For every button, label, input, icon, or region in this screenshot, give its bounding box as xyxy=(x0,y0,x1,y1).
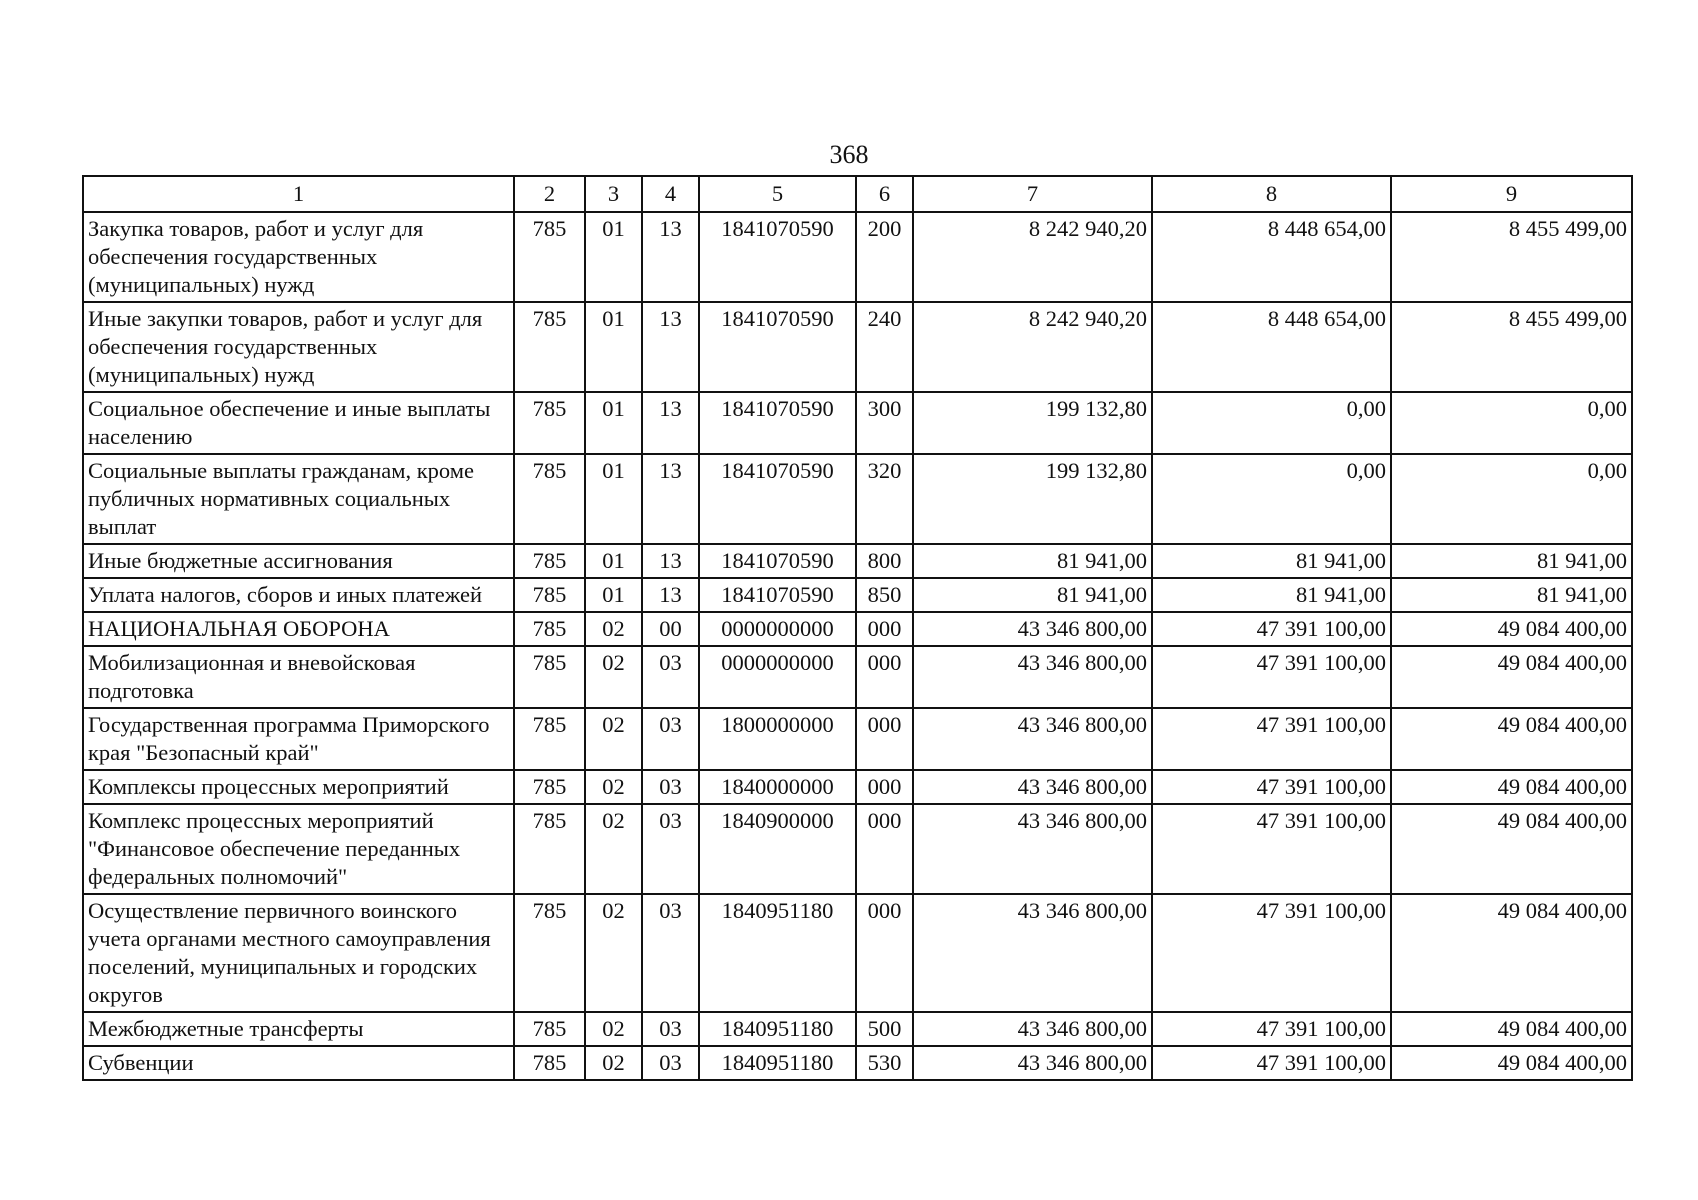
cell-c5: 0000000000 xyxy=(699,612,856,646)
cell-c4: 03 xyxy=(642,1012,699,1046)
table-row xyxy=(83,1046,1632,1080)
cell-c4: 03 xyxy=(642,804,699,894)
cell-c2: 785 xyxy=(514,646,585,708)
cell-c2: 785 xyxy=(514,454,585,544)
cell-c9: 49 084 400,00 xyxy=(1391,1012,1632,1046)
cell-c6: 000 xyxy=(856,894,913,1012)
cell-c4: 03 xyxy=(642,894,699,1012)
cell-c3: 02 xyxy=(585,804,642,894)
cell-c8: 81 941,00 xyxy=(1152,544,1391,578)
cell-c3: 02 xyxy=(585,1046,642,1080)
table-row xyxy=(83,708,1632,770)
cell-c3: 02 xyxy=(585,612,642,646)
cell-c8: 47 391 100,00 xyxy=(1152,1046,1391,1080)
cell-c4: 13 xyxy=(642,212,699,302)
cell-c3: 01 xyxy=(585,454,642,544)
column-header-7: 7 xyxy=(913,176,1152,212)
cell-c3: 01 xyxy=(585,212,642,302)
cell-c8: 47 391 100,00 xyxy=(1152,1012,1391,1046)
cell-c9: 81 941,00 xyxy=(1391,578,1632,612)
cell-c2: 785 xyxy=(514,894,585,1012)
cell-c9: 81 941,00 xyxy=(1391,544,1632,578)
cell-c4: 03 xyxy=(642,708,699,770)
row-name: Социальное обеспечение и иные выплаты населению xyxy=(83,392,514,454)
cell-c5: 1841070590 xyxy=(699,544,856,578)
cell-c2: 785 xyxy=(514,578,585,612)
row-name: Субвенции xyxy=(83,1046,514,1080)
cell-c9: 0,00 xyxy=(1391,392,1632,454)
cell-c9: 49 084 400,00 xyxy=(1391,708,1632,770)
cell-c6: 850 xyxy=(856,578,913,612)
cell-c6: 000 xyxy=(856,708,913,770)
cell-c7: 43 346 800,00 xyxy=(913,612,1152,646)
column-header-3: 3 xyxy=(585,176,642,212)
cell-c2: 785 xyxy=(514,392,585,454)
cell-c7: 199 132,80 xyxy=(913,392,1152,454)
cell-c3: 02 xyxy=(585,894,642,1012)
column-header-1: 1 xyxy=(83,176,514,212)
row-name: Осуществление первичного воинского учета органами местного самоуправления поселений, муниципальных и городских округов xyxy=(83,894,514,1012)
cell-c7: 81 941,00 xyxy=(913,578,1152,612)
table-row xyxy=(83,770,1632,804)
cell-c7: 43 346 800,00 xyxy=(913,770,1152,804)
cell-c6: 800 xyxy=(856,544,913,578)
cell-c9: 49 084 400,00 xyxy=(1391,612,1632,646)
page-number: 368 xyxy=(829,140,869,169)
row-name: Комплексы процессных мероприятий xyxy=(83,770,514,804)
table-row xyxy=(83,454,1632,544)
cell-c4: 03 xyxy=(642,1046,699,1080)
cell-c7: 43 346 800,00 xyxy=(913,804,1152,894)
cell-c5: 1840000000 xyxy=(699,770,856,804)
table-row xyxy=(83,804,1632,894)
cell-c5: 1841070590 xyxy=(699,302,856,392)
cell-c4: 13 xyxy=(642,302,699,392)
cell-c5: 1841070590 xyxy=(699,392,856,454)
table-row xyxy=(83,894,1632,1012)
cell-c8: 0,00 xyxy=(1152,454,1391,544)
column-header-5: 5 xyxy=(699,176,856,212)
column-header-2: 2 xyxy=(514,176,585,212)
column-header-8: 8 xyxy=(1152,176,1391,212)
cell-c8: 8 448 654,00 xyxy=(1152,212,1391,302)
cell-c7: 43 346 800,00 xyxy=(913,1046,1152,1080)
cell-c7: 43 346 800,00 xyxy=(913,646,1152,708)
row-name: Межбюджетные трансферты xyxy=(83,1012,514,1046)
row-name: Закупка товаров, работ и услуг для обеспечения государственных (муниципальных) нужд xyxy=(83,212,514,302)
cell-c2: 785 xyxy=(514,1012,585,1046)
cell-c3: 02 xyxy=(585,646,642,708)
cell-c5: 1840900000 xyxy=(699,804,856,894)
table-row xyxy=(83,212,1632,302)
cell-c3: 01 xyxy=(585,302,642,392)
cell-c2: 785 xyxy=(514,212,585,302)
cell-c5: 1840951180 xyxy=(699,1046,856,1080)
cell-c3: 01 xyxy=(585,392,642,454)
table-row xyxy=(83,646,1632,708)
table-body xyxy=(83,212,1632,1080)
cell-c2: 785 xyxy=(514,770,585,804)
cell-c7: 8 242 940,20 xyxy=(913,302,1152,392)
cell-c5: 1841070590 xyxy=(699,212,856,302)
cell-c3: 02 xyxy=(585,1012,642,1046)
cell-c2: 785 xyxy=(514,612,585,646)
cell-c8: 47 391 100,00 xyxy=(1152,770,1391,804)
cell-c9: 0,00 xyxy=(1391,454,1632,544)
cell-c5: 0000000000 xyxy=(699,646,856,708)
cell-c6: 000 xyxy=(856,804,913,894)
cell-c5: 1841070590 xyxy=(699,454,856,544)
cell-c3: 01 xyxy=(585,578,642,612)
row-name: Социальные выплаты гражданам, кроме публичных нормативных социальных выплат xyxy=(83,454,514,544)
header-row xyxy=(83,176,1632,212)
cell-c7: 199 132,80 xyxy=(913,454,1152,544)
cell-c9: 49 084 400,00 xyxy=(1391,894,1632,1012)
cell-c4: 13 xyxy=(642,392,699,454)
cell-c6: 000 xyxy=(856,646,913,708)
table-row xyxy=(83,392,1632,454)
table-row xyxy=(83,612,1632,646)
cell-c7: 43 346 800,00 xyxy=(913,894,1152,1012)
cell-c8: 8 448 654,00 xyxy=(1152,302,1391,392)
cell-c5: 1841070590 xyxy=(699,578,856,612)
cell-c2: 785 xyxy=(514,302,585,392)
cell-c3: 01 xyxy=(585,544,642,578)
row-name: Государственная программа Приморского края "Безопасный край" xyxy=(83,708,514,770)
cell-c2: 785 xyxy=(514,544,585,578)
cell-c2: 785 xyxy=(514,804,585,894)
cell-c8: 47 391 100,00 xyxy=(1152,708,1391,770)
cell-c9: 49 084 400,00 xyxy=(1391,770,1632,804)
cell-c3: 02 xyxy=(585,708,642,770)
cell-c5: 1840951180 xyxy=(699,1012,856,1046)
row-name: Иные закупки товаров, работ и услуг для обеспечения государственных (муниципальных) нужд xyxy=(83,302,514,392)
cell-c9: 8 455 499,00 xyxy=(1391,212,1632,302)
cell-c5: 1800000000 xyxy=(699,708,856,770)
cell-c6: 300 xyxy=(856,392,913,454)
cell-c8: 47 391 100,00 xyxy=(1152,646,1391,708)
cell-c8: 47 391 100,00 xyxy=(1152,804,1391,894)
cell-c7: 43 346 800,00 xyxy=(913,1012,1152,1046)
cell-c6: 200 xyxy=(856,212,913,302)
budget-table xyxy=(82,175,1633,1081)
cell-c8: 0,00 xyxy=(1152,392,1391,454)
cell-c7: 8 242 940,20 xyxy=(913,212,1152,302)
cell-c2: 785 xyxy=(514,708,585,770)
cell-c6: 000 xyxy=(856,612,913,646)
row-name: Мобилизационная и вневойсковая подготовка xyxy=(83,646,514,708)
table-row xyxy=(83,302,1632,392)
cell-c2: 785 xyxy=(514,1046,585,1080)
row-name: Иные бюджетные ассигнования xyxy=(83,544,514,578)
cell-c9: 49 084 400,00 xyxy=(1391,1046,1632,1080)
column-header-4: 4 xyxy=(642,176,699,212)
table-header xyxy=(83,176,1632,212)
row-name: НАЦИОНАЛЬНАЯ ОБОРОНА xyxy=(83,612,514,646)
cell-c6: 500 xyxy=(856,1012,913,1046)
cell-c6: 000 xyxy=(856,770,913,804)
cell-c4: 00 xyxy=(642,612,699,646)
cell-c8: 47 391 100,00 xyxy=(1152,612,1391,646)
cell-c9: 8 455 499,00 xyxy=(1391,302,1632,392)
cell-c6: 530 xyxy=(856,1046,913,1080)
cell-c7: 81 941,00 xyxy=(913,544,1152,578)
cell-c3: 02 xyxy=(585,770,642,804)
table-row xyxy=(83,578,1632,612)
row-name: Комплекс процессных мероприятий "Финансовое обеспечение переданных федеральных полномочий" xyxy=(83,804,514,894)
cell-c8: 47 391 100,00 xyxy=(1152,894,1391,1012)
cell-c5: 1840951180 xyxy=(699,894,856,1012)
table-row xyxy=(83,544,1632,578)
row-name: Уплата налогов, сборов и иных платежей xyxy=(83,578,514,612)
cell-c4: 13 xyxy=(642,544,699,578)
cell-c7: 43 346 800,00 xyxy=(913,708,1152,770)
cell-c6: 320 xyxy=(856,454,913,544)
cell-c4: 03 xyxy=(642,646,699,708)
cell-c4: 03 xyxy=(642,770,699,804)
cell-c9: 49 084 400,00 xyxy=(1391,646,1632,708)
column-header-9: 9 xyxy=(1391,176,1632,212)
cell-c8: 81 941,00 xyxy=(1152,578,1391,612)
cell-c4: 13 xyxy=(642,578,699,612)
cell-c9: 49 084 400,00 xyxy=(1391,804,1632,894)
table-row xyxy=(83,1012,1632,1046)
column-header-6: 6 xyxy=(856,176,913,212)
cell-c4: 13 xyxy=(642,454,699,544)
cell-c6: 240 xyxy=(856,302,913,392)
